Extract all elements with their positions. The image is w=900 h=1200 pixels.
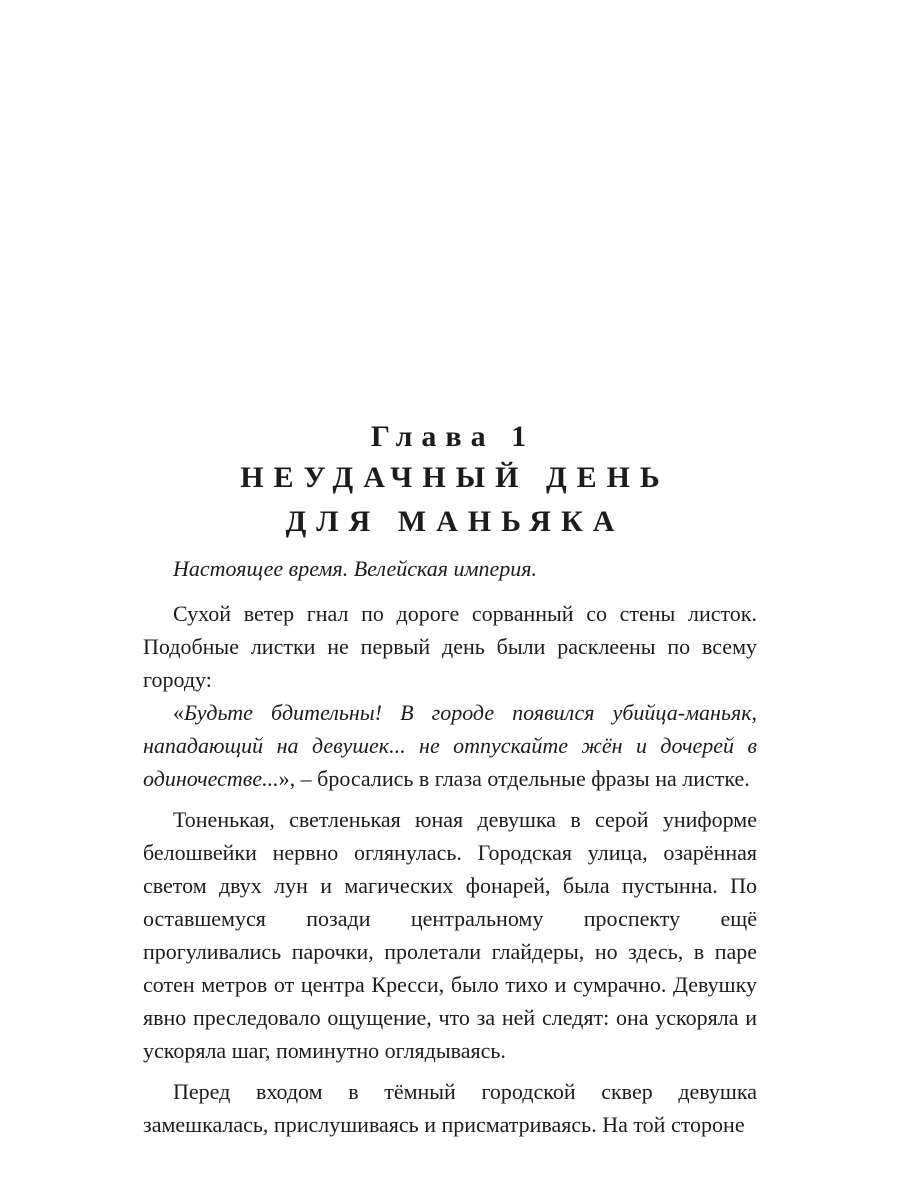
quote-open: «	[173, 700, 184, 725]
chapter-title-line-2: ДЛЯ МАНЬЯКА	[285, 505, 625, 538]
paragraph-4: Перед входом в тёмный городской сквер девушка замешкалась, прислушиваясь и присматриваясь. На той стороне	[143, 1079, 757, 1137]
chapter-header	[0, 418, 900, 544]
paragraph-3: Тоненькая, светленькая юная девушка в серой униформе белошвейки нервно оглянулась. Городская улица, озарённая светом двух лун и магических фонарей, была пустынна. По оставшемуся позади центральному проспекту ещё прогуливались парочки, пролетали глайдеры, но здесь, в паре сотен метров от центра Кресси, было тихо и сумрачно. Девушку явно преследовало ощущение, что за ней следят: она ускоряла и ускоряла шаг, поминутно оглядываясь.	[143, 807, 757, 1063]
poster-quote: Будьте бдительны! В городе появился убийца-маньяк, нападающий на девушек... не отпускайте жён и дочерей в одиночестве...	[143, 700, 757, 791]
paragraph-2	[143, 696, 757, 795]
quote-rest: », – бросались в глаза отдельные фразы на листке.	[278, 766, 750, 791]
body-text	[143, 552, 757, 1141]
chapter-title-line-1: НЕУДАЧНЫЙ ДЕНЬ	[240, 461, 670, 494]
paragraph-1: Сухой ветер гнал по дороге сорванный со стены листок. Подобные листки не первый день были расклеены по всему городу:	[143, 601, 757, 692]
chapter-label: Глава 1	[370, 420, 536, 453]
scene-subtitle: Настоящее время. Велейская империя.	[173, 556, 538, 581]
